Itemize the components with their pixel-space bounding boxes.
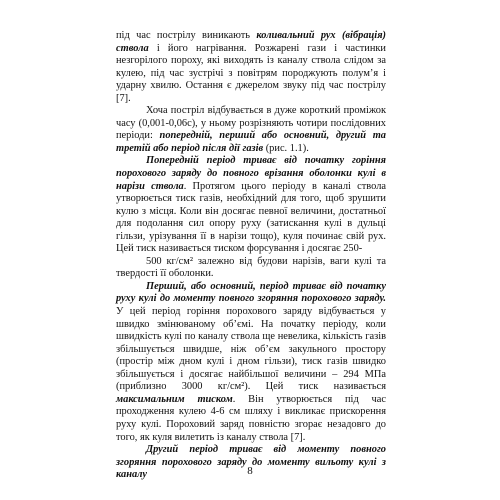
paragraph xyxy=(116,155,386,255)
page-number: 8 xyxy=(247,465,253,477)
paragraph xyxy=(116,30,386,105)
body-text-segment: і його нагрівання. Розжарені гази і частинки незгорілого пороху, які виходять із каналу ствола слідом за кулею, під час зустрічі з повітрям породжують полум’я і ударну хвилю. Остання є джерелом звуку під час пострілу [7]. xyxy=(116,42,386,104)
emphasized-text: Другий період триває від моменту повного згоряння порохового заряду до моменту вильоту кулі з каналу xyxy=(116,444,386,481)
body-text-segment: У цей період горіння порохового заряду відбувається у швидко змінюваному об’ємі. На початку періоду, коли швидкість кулі по каналу ствола ще невелика, кількість газів збільшується швидше, ніж об’єм закульного простору (простір між дном кулі і дном гільзи), тиск газів швидко збільшується і досягає найбільшої величини – 294 МПа (приблизно 3000 кг/см²). Цей тиск називається xyxy=(116,306,386,393)
emphasized-text: Перший, або основний, період триває від початку руху кулі до моменту повного згоряння порохового заряду. xyxy=(116,280,386,305)
paragraph xyxy=(116,256,386,281)
body-text-segment: . Протягом цього періоду в каналі ствола утворюється тиск газів, необхідний для того, щоб зрушити кулю з місця. Коли він досягає певної величини, достатньої для подолання сил опору руху (затискання кулі в дульці гільзи, урізування її в нарізи тощо), куля починає свій рух. Цей тиск називається тиском форсування і досягає 250- xyxy=(116,180,386,255)
body-text-segment: (рис. 1.1). xyxy=(263,142,309,154)
body-text-segment: під час пострілу виникають xyxy=(116,30,257,41)
body-text xyxy=(116,30,386,482)
emphasized-text: максимальним тиском xyxy=(116,393,233,405)
emphasized-text: Попередній період триває від початку горіння порохового заряду до повного врізання оболонки кулі в нарізи ствола xyxy=(116,155,386,192)
paragraph xyxy=(116,281,386,444)
emphasized-text: коливальний рух (вібрація) ствола xyxy=(116,30,387,54)
paragraph xyxy=(116,105,386,155)
body-text-segment: 500 кг/см² залежно від будови нарізів, ваги кулі та твердості її оболонки. xyxy=(116,255,386,280)
emphasized-text: попередній, перший або основний, другий та третій або період після дії газів xyxy=(116,130,386,154)
body-text-segment: . Він утворюється під час проходження кулею 4-6 см шляху і викликає прискорення руху кулі. Пороховий заряд повністю згорає незадовго до того, як куля вилетить із каналу ствола [7]. xyxy=(116,393,386,443)
body-text-segment: Хоча постріл відбувається в дуже короткий проміжок часу (0,001-0,06с), у ньому розрізняють чотири послідовних періоди: xyxy=(116,105,386,142)
